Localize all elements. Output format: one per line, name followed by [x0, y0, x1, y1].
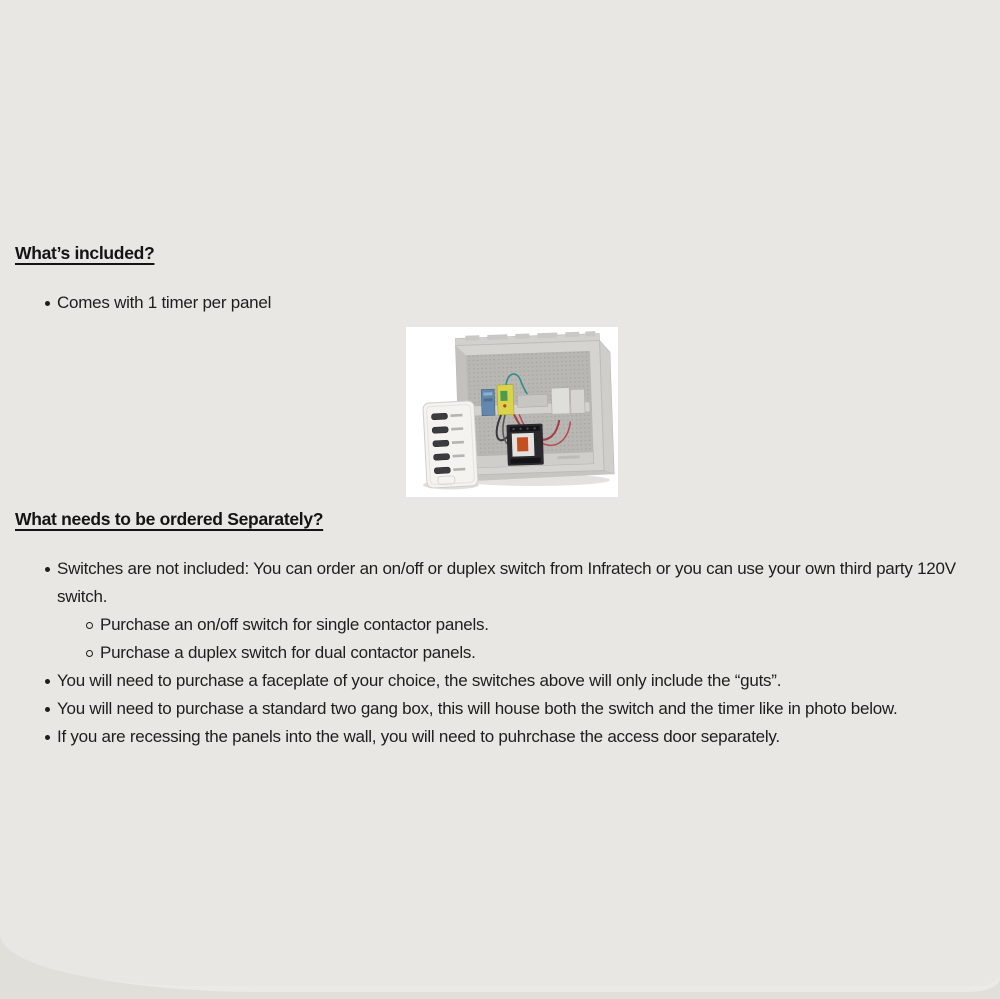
- ordered-separately-list: [0, 555, 972, 751]
- list-item-text: If you are recessing the panels into the wall, you will need to puhrchase the access door separately.: [57, 727, 780, 746]
- bullet-disc-icon: [45, 679, 50, 684]
- bullet-disc-icon: [45, 707, 50, 712]
- bullet-disc-icon: [45, 567, 50, 572]
- included-list: [0, 289, 970, 317]
- list-item: [57, 289, 970, 317]
- ordered-separately-heading: What needs to be ordered Separately?: [15, 509, 324, 529]
- list-item: [57, 695, 972, 723]
- list-item-text: Purchase a duplex switch for dual contactor panels.: [100, 643, 476, 662]
- list-item-text: You will need to purchase a standard two gang box, this will house both the switch and the timer like in photo below.: [57, 699, 898, 718]
- list-item: [57, 723, 972, 751]
- contactor-panel-with-timer-photo: [406, 327, 618, 497]
- list-item-text: You will need to purchase a faceplate of your choice, the switches above will only include the “guts”.: [57, 671, 782, 690]
- bullet-circle-icon: [86, 622, 93, 629]
- list-item-text: Purchase an on/off switch for single contactor panels.: [100, 615, 489, 634]
- bullet-disc-icon: [45, 735, 50, 740]
- bullet-disc-icon: [45, 301, 50, 306]
- list-item-text: Comes with 1 timer per panel: [57, 293, 272, 312]
- bullet-circle-icon: [86, 650, 93, 657]
- sub-list-item: [100, 639, 972, 667]
- list-item-text: Switches are not included: You can order an on/off or duplex switch from Infratech or you can use your own third party 120V switch.: [57, 559, 956, 606]
- list-item: [57, 555, 972, 611]
- panel-photo-illustration: [406, 327, 618, 497]
- sub-list-item: [100, 611, 972, 639]
- whats-included-heading: What’s included?: [15, 243, 155, 263]
- list-item: [57, 667, 972, 695]
